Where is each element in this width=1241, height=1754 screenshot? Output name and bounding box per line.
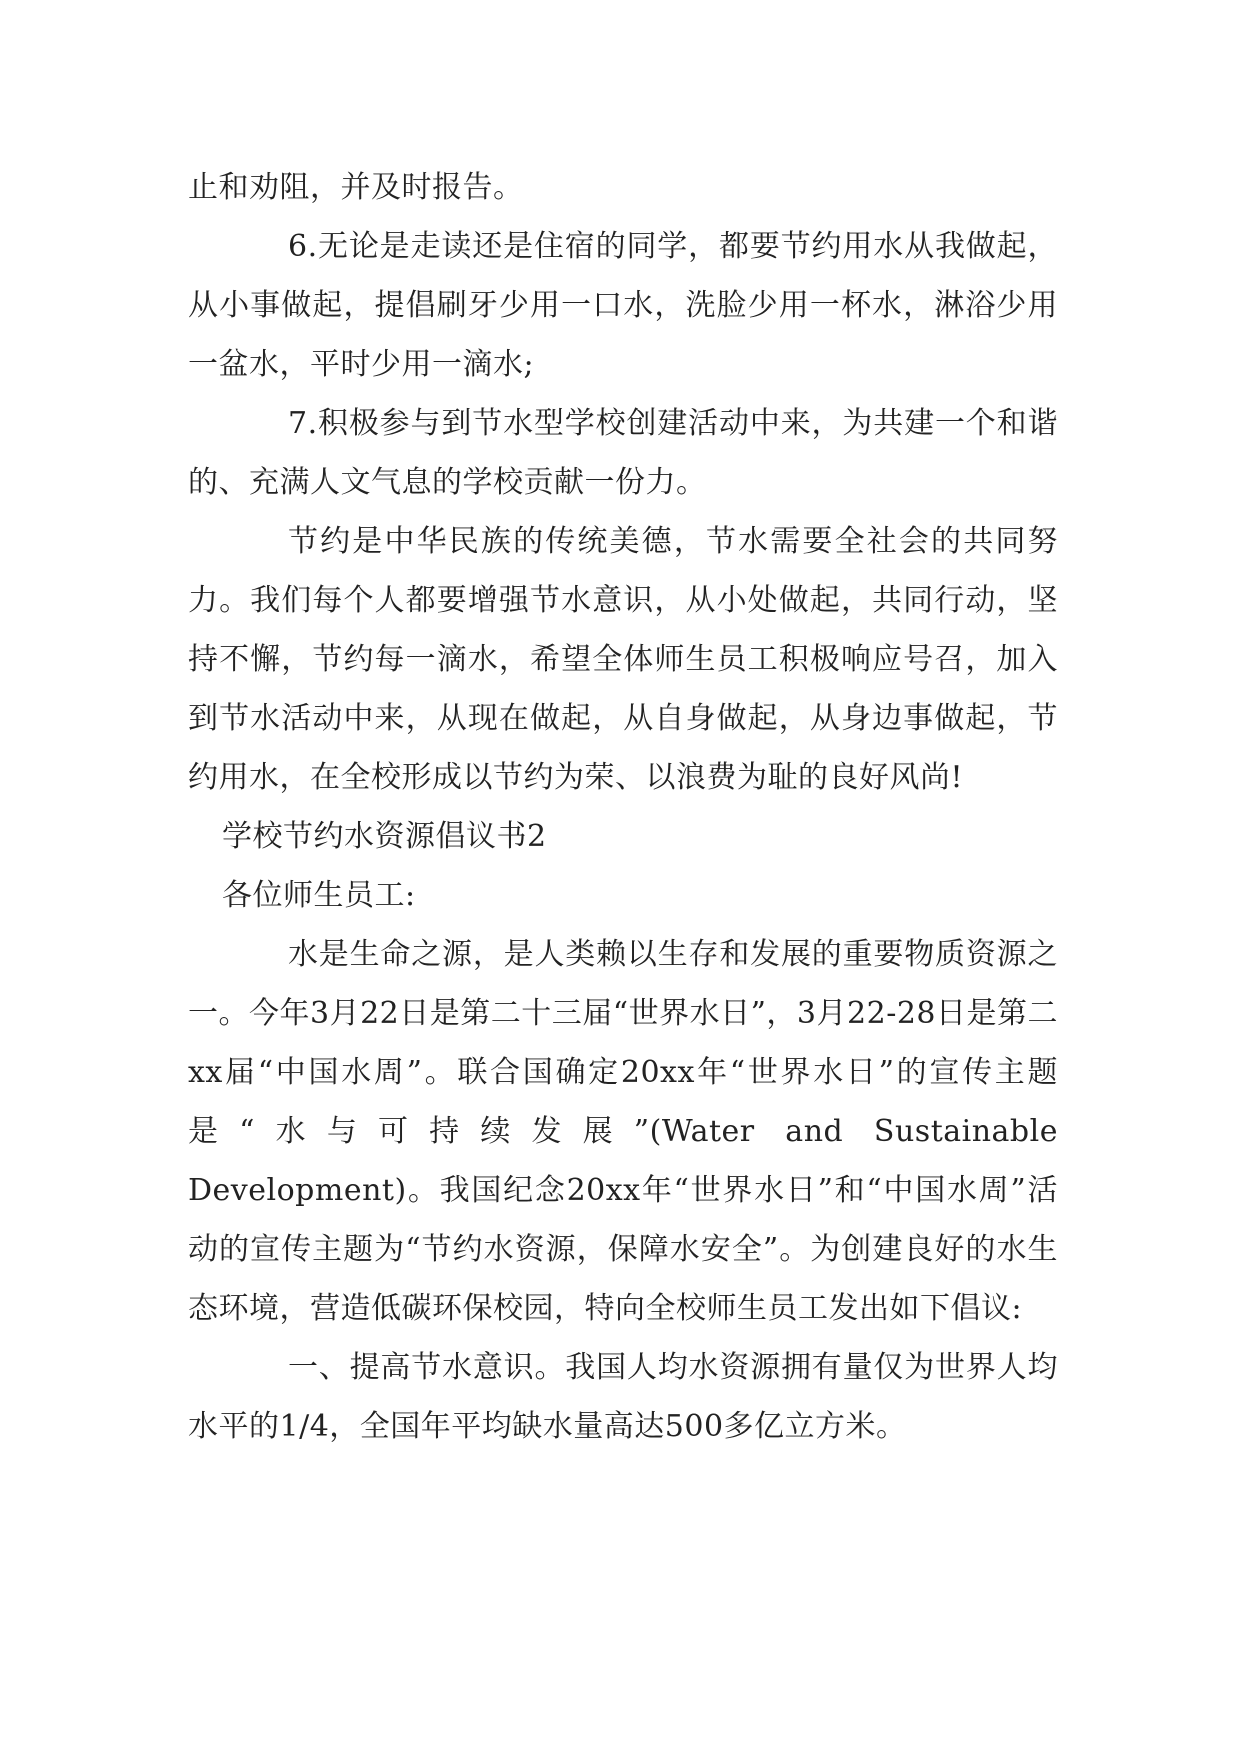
paragraph-item-7: 7.积极参与到节水型学校创建活动中来，为共建一个和谐的、充满人文气息的学校贡献一份力。: [188, 406, 1058, 500]
paragraph-point-1: 一、提高节水意识。我国人均水资源拥有量仅为世界人均水平的1/4，全国年平均缺水量高达500多亿立方米。: [188, 1350, 1058, 1444]
paragraph-continuation: 止和劝阻，并及时报告。: [188, 170, 524, 205]
section-title: 学校节约水资源倡议书2: [222, 819, 547, 854]
paragraph-conclusion: 节约是中华民族的传统美德，节水需要全社会的共同努力。我们每个人都要增强节水意识，从小处做起，共同行动，坚持不懈，节约每一滴水，希望全体师生员工积极响应号召，加入到节水活动中来，从现在做起，从自身做起，从身边事做起，节约用水，在全校形成以节约为荣、以浪费为耻的良好风尚!: [188, 524, 1058, 795]
salutation: 各位师生员工:: [222, 878, 416, 913]
document-body: [188, 158, 1058, 1456]
paragraph-item-6: 6.无论是走读还是住宿的同学，都要节约用水从我做起，从小事做起，提倡刷牙少用一口水，洗脸少用一杯水，淋浴少用一盆水，平时少用一滴水;: [188, 229, 1058, 382]
paragraph-intro: 水是生命之源，是人类赖以生存和发展的重要物质资源之一。今年3月22日是第二十三届“世界水日”，3月22-28日是第二xx届“中国水周”。联合国确定20xx年“世界水日”的宣传主题是“水与可持续发展”(Water and Sustainable Development)。我国纪念20xx年“世界水日”和“中国水周”活动的宣传主题为“节约水资源，保障水安全”。为创建良好的水生态环境，营造低碳环保校园，特向全校师生员工发出如下倡议:: [188, 937, 1059, 1326]
